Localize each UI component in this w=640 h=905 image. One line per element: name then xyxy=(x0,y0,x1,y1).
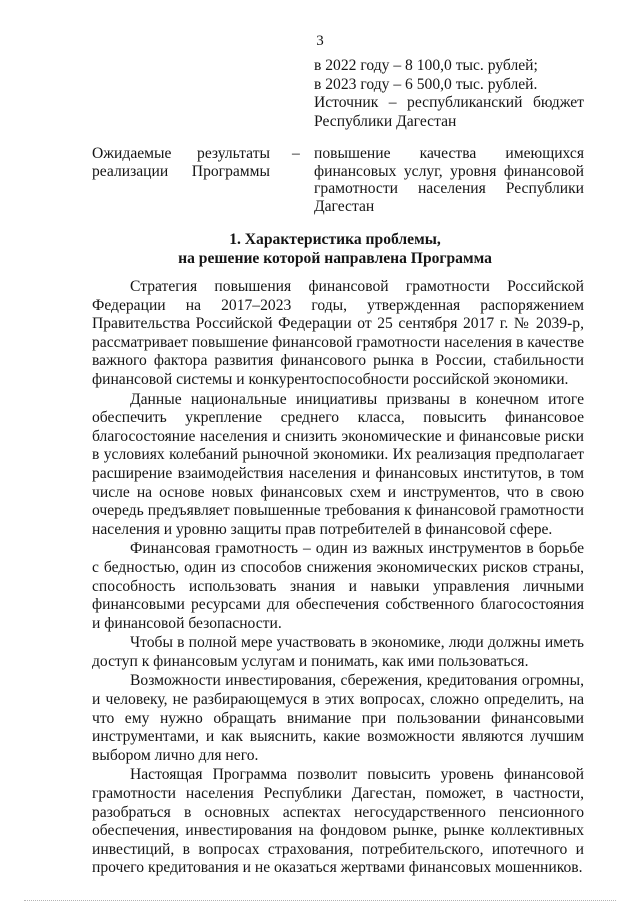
results-value-line4: Дагестан xyxy=(314,197,375,215)
results-value-line3: грамотности населения Республики xyxy=(314,180,584,197)
expected-results-value xyxy=(314,145,584,215)
paragraph-financial-literacy: Финансовая грамотность – один из важных инструментов в борьбе с бедностью, один из способов снижения экономических рисков страны, способность использовать знания и навыки управления личными финансовыми ресурсами для обеспечения собственного благосостояния и финансовой безопасности. xyxy=(92,540,584,632)
results-value-line2: финансовых услуг, уровня финансовой xyxy=(314,162,584,180)
results-dash: – xyxy=(292,145,300,162)
page-number: 3 xyxy=(316,33,324,49)
paragraph-opportunities: Возможности инвестирования, сбережения, кредитования огромны, и человеку, не разбирающемуся в этих вопросах, сложно определить, на что ему нужно обращать внимание при пользовании финансовыми инструментами, и как выяснить, какие возможности являются лучшим выбором лично для него. xyxy=(92,672,584,764)
funding-source-line1: Источник – республиканский бюджет xyxy=(314,94,584,112)
expected-results-label xyxy=(92,145,270,180)
funding-2023: в 2023 году – 6 500,0 тыс. рублей. xyxy=(314,75,538,93)
results-label-line2: реализации Программы xyxy=(92,162,270,180)
funding-2022: в 2022 году – 8 100,0 тыс. рублей; xyxy=(314,57,538,74)
section-title-line2: на решение которой направлена Программа xyxy=(178,249,492,267)
body-text xyxy=(92,278,584,878)
paragraph-program: Настоящая Программа позволит повысить уровень финансовой грамотности населения Республики Дагестан, поможет, в частности, разобраться в основных аспектах негосударственного пенсионного обеспечения, инвестирования на фондовом рынке, рынке коллективных инвестиций, в вопросах страхования, потребительского, ипотечного и прочего кредитования и не оказаться жертвами финансовых мошенников. xyxy=(92,766,584,877)
funding-source-line2: Республики Дагестан xyxy=(314,112,457,130)
results-value-line1: повышение качества имеющихся xyxy=(314,145,584,162)
paragraph-participation: Чтобы в полной мере участвовать в экономике, люди должны иметь доступ к финансовым услугам и понимать, как ими пользоваться. xyxy=(92,634,584,670)
section-title xyxy=(150,231,520,268)
section-title-line1: 1. Характеристика проблемы, xyxy=(229,231,441,248)
funding-block xyxy=(314,57,584,131)
results-label-line1: Ожидаемые результаты xyxy=(92,145,270,162)
paragraph-initiatives: Данные национальные инициативы призваны в конечном итоге обеспечить укрепление среднего класса, повысить финансовое благосостояние населения и снизить экономические и финансовые риски в условиях колебаний рыночной экономики. Их реализация предполагает расширение взаимодействия населения и финансовых институтов, в том числе на основе новых финансовых схем и инструментов, что в свою очередь предъявляет повышенные требования к финансовой грамотности населения и уровню защиты прав потребителей в финансовой сфере. xyxy=(92,390,584,538)
paragraph-strategy: Стратегия повышения финансовой грамотности Российской Федерации на 2017–2023 годы, утвержденная распоряжением Правительства Российской Федерации от 25 сентября 2017 г. № 2039-р, рассматривает повышение финансовой грамотности населения в качестве важного фактора развития финансового рынка в России, стабильности финансовой системы и конкурентоспособности российской экономики. xyxy=(92,278,584,388)
footer-dotted-rule xyxy=(24,900,616,901)
